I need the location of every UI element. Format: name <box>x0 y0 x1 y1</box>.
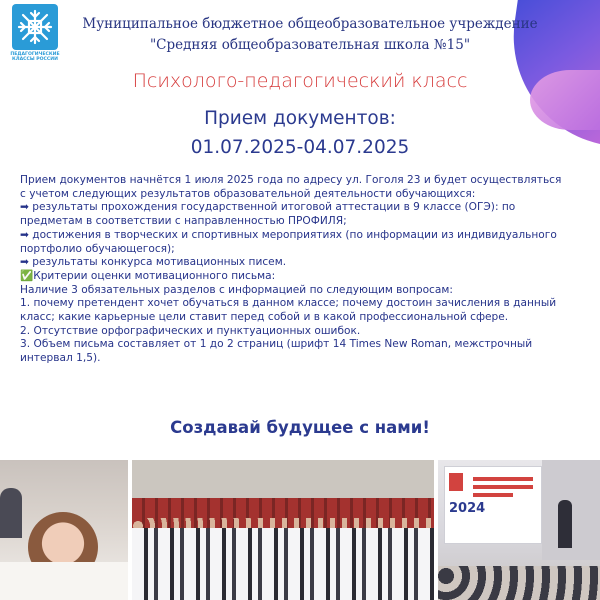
body-line: 3. Объем письма составляет от 1 до 2 страниц (шрифт 14 Times New Roman, межстрочный <box>20 338 533 351</box>
photo-student-writing <box>0 460 128 600</box>
body-line: 1. почему претендент хочет обучаться в данном классе; почему достоин зачисления в данный <box>20 297 557 310</box>
body-line: с учетом следующих результатов образовательной деятельности обучающихся: <box>20 187 476 200</box>
body-line: 2. Отсутствие орфографических и пунктуационных ошибок. <box>20 324 361 337</box>
photo-speaker <box>558 500 572 548</box>
photo-audience <box>438 566 600 600</box>
slogan: Создавай будущее с нами! <box>170 418 430 437</box>
photo-strip <box>0 460 600 600</box>
body-line: портфолио обучающегося); <box>20 242 175 255</box>
photo-ceiling <box>132 460 434 500</box>
admission-heading <box>0 104 600 162</box>
admission-title: Прием документов: <box>204 108 396 129</box>
body-line: класс; какие карьерные цели ставит перед собой и в какой профессиональной сфере. <box>20 311 509 324</box>
class-title: Психолого-педагогический класс <box>132 70 468 92</box>
pedagogical-classes-logo <box>6 4 64 66</box>
logo-caption: ПЕДАГОГИЧЕСКИЕ КЛАССЫ РОССИИ <box>10 52 60 62</box>
admission-info-text <box>20 174 590 366</box>
org-name-line1: Муниципальное бюджетное общеобразовательное учреждение <box>82 16 538 32</box>
organization-name <box>70 14 550 56</box>
photo-group-auditorium <box>132 460 434 600</box>
photo-presentation-hall <box>438 460 600 600</box>
snowflake-emblem-icon <box>12 4 58 50</box>
body-line: Наличие 3 обязательных разделов с информацией по следующим вопросам: <box>20 283 453 296</box>
body-line: ➡ достижения в творческих и спортивных мероприятиях (по информации из индивидуального <box>20 228 557 241</box>
body-line: Прием документов начнётся 1 июля 2025 года по адресу ул. Гоголя 23 и будет осуществляться <box>20 174 562 186</box>
photo-projection-screen <box>444 466 542 544</box>
screen-year: 2024 <box>449 501 486 516</box>
screen-text-line <box>473 477 533 481</box>
body-line: ➡ результаты прохождения государственной итоговой аттестации в 9 классе (ОГЭ): по <box>20 201 516 214</box>
body-line: интервал 1,5). <box>20 352 101 365</box>
body-line: ➡ результаты конкурса мотивационных писем. <box>20 256 287 269</box>
admission-dates: 01.07.2025-04.07.2025 <box>190 137 410 158</box>
photo-paper <box>0 562 128 600</box>
body-line: предметам в соответствии с направленностью ПРОФИЛЯ; <box>20 215 347 228</box>
screen-text-line <box>473 485 533 489</box>
screen-emblem <box>449 473 463 491</box>
org-name-line2: "Средняя общеобразовательная школа №15" <box>149 37 471 53</box>
body-line: ✅Критерии оценки мотивационного письма: <box>20 269 276 282</box>
photo-figure <box>0 488 22 538</box>
photo-crowd <box>132 528 434 600</box>
screen-text-line <box>473 493 513 497</box>
